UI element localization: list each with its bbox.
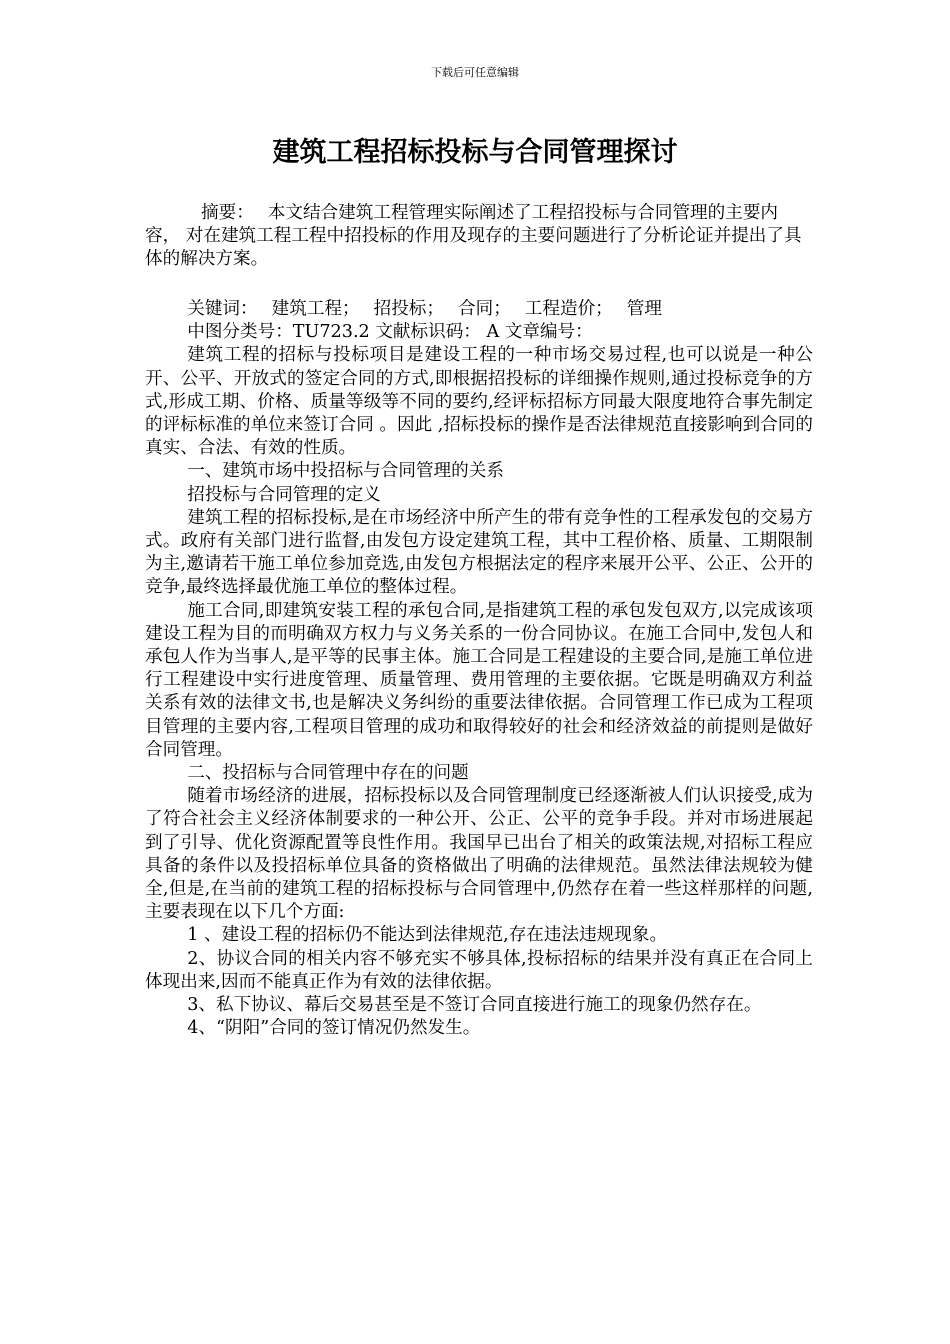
abstract-text: 本文结合建筑工程管理实际阐述了工程招投标与合同管理的主要内容， 对在建筑工程工程中招投标的作用及现存的主要问题进行了分析论证并提出了具体的解决方案。 xyxy=(145,203,802,270)
paragraph: 建筑工程的招标与投标项目是建设工程的一种市场交易过程,也可以说是一种公开、公平、开放式的签定合同的方式,即根据招投标的详细操作规则,通过投标竞争的方式,形成工期、价格、质量等级等不同的要约,经评标招标方同最大限度地符合事先制定的评标标准的单位来签订合同 。因此 ,招标投标的操作是否法律规范直接影响到合同的真实、合法、有效的性质。 xyxy=(145,345,813,459)
list-item: 1 、建设工程的招标仍不能达到法律规范,存在违法违规现象。 xyxy=(187,925,668,946)
header-note: 下载后可任意编辑 xyxy=(431,66,519,79)
section-heading: 一、建筑市场中投招标与合同管理的关系 xyxy=(187,461,504,482)
main-content xyxy=(145,298,813,1041)
abstract-label: 摘要： xyxy=(201,203,254,223)
section-heading: 二、投招标与合同管理中存在的问题 xyxy=(187,763,469,784)
keywords-label: 关键词： xyxy=(187,299,258,319)
subsection-heading: 招投标与合同管理的定义 xyxy=(187,484,381,505)
list-item: 3、私下协议、幕后交易甚至是不签订合同直接进行施工的现象仍然存在。 xyxy=(187,995,762,1016)
keywords-line xyxy=(145,298,813,321)
document-title: 建筑工程招标投标与合同管理探讨 xyxy=(272,137,678,168)
keyword: 管理 xyxy=(626,299,662,319)
paragraph: 随着市场经济的进展，招标投标以及合同管理制度已经逐渐被人们认识接受,成为了符合社会主义经济体制要求的一种公开、公正、公平的竞争手段。并对市场进展起到了引导、优化资源配置等良性作用。我国早已出台了相关的政策法规,对招标工程应具备的条件以及投招标单位具备的资格做出了明确的法律规范。虽然法律法规较为健全,但是,在当前的建筑工程的招标投标与合同管理中,仍然存在着一些这样那样的问题,主要表现在以下几个方面: xyxy=(145,786,813,923)
paragraph: 施工合同,即建筑安装工程的承包合同,是指建筑工程的承包发包双方,以完成该项建设工程为目的而明确双方权力与义务关系的一份合同协议。在施工合同中,发包人和承包人作为当事人,是平等的民事主体。施工合同是工程建设的主要合同,是施工单位进行工程建设中实行进度管理、质量管理、费用管理的主要依据。它既是明确双方利益关系有效的法律文书,也是解决义务纠纷的重要法律依据。合同管理工作已成为工程项目管理的主要内容,工程项目管理的成功和取得较好的社会和经济效益的前提则是做好合同管理。 xyxy=(145,600,813,760)
list-item: 2、协议合同的相关内容不够充实不够具体,投标招标的结果并没有真正在合同上体现出来,因而不能真正作为有效的法律依据。 xyxy=(145,948,813,992)
keyword: 招投标； xyxy=(373,299,444,319)
keyword: 工程造价； xyxy=(524,299,613,319)
paragraph: 建筑工程的招标投标,是在市场经济中所产生的带有竞争性的工程承发包的交易方式。政府有关部门进行监督,由发包方设定建筑工程，其中工程价格、质量、工期限制为主,邀请若干施工单位参加竞选,由发包方根据法定的程序来展开公平、公正、公开的竞争,最终选择最优施工单位的整体过程。 xyxy=(145,507,813,598)
keyword: 合同； xyxy=(458,299,511,319)
keyword: 建筑工程； xyxy=(271,299,360,319)
classification-line: 中图分类号：TU723.2 文献标识码： A 文章编号： xyxy=(187,322,593,343)
list-item: 4、“阴阳”合同的签订情况仍然发生。 xyxy=(187,1018,481,1039)
abstract xyxy=(145,202,813,272)
